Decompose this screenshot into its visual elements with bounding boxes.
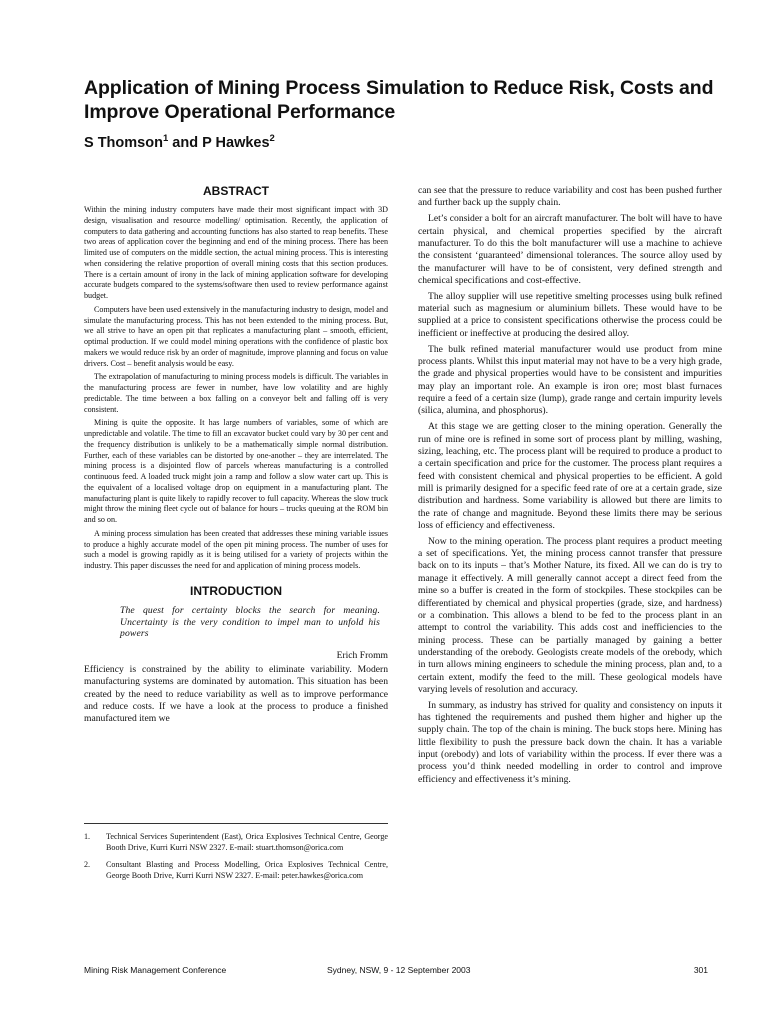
author-marker: 2: [269, 133, 275, 144]
epigraph-quote: The quest for certainty blocks the search for meaning. Uncertainty is the very condition to impel man to unfold his powers: [120, 604, 380, 640]
footnote-text: Consultant Blasting and Process Modelling, Orica Explosives Technical Centre, George Booth Drive, Kurri Kurri NSW 2327. E-mail: peter.hawkes@orica.com: [106, 860, 388, 880]
body-paragraph: Let’s consider a bolt for an aircraft manufacturer. The bolt will have to have certain physical, and chemical properties specified by the aircraft manufacturer. To do this the bolt manufacturer will use a machine to achieve the consistent ‘guaranteed’ dimensional tolerances. The source alloy used by the manufacturer will have to be of consistent, very defined strength and chemical specifications and cost-effective.: [418, 213, 722, 286]
abstract-paragraph: The extrapolation of manufacturing to mining process models is difficult. The variables in the manufacturing process are fewer in number, have low volatility and are highly predictable. The time between a box falling on a conveyor belt and falling off is very consistent.: [84, 372, 388, 414]
author-marker: 1: [162, 133, 169, 144]
body-paragraph: The bulk refined material manufacturer would use product from mine process plants. Whilst this input material may not have to be a very high grade, the grade and physical properties would have to be consistent and impurities may play an important role. An example is iron ore; most blast furnaces require a feed of a certain size (lump), grade range and certain impurity levels (silica, alumina, and phosphorus).: [418, 343, 722, 417]
epigraph-author: Erich Fromm: [336, 650, 388, 662]
author-name: S Thomson: [84, 135, 163, 151]
footnote-number: 1.: [84, 832, 91, 841]
abstract-paragraph: Within the mining industry computers have made their most significant impact with 3D design, visualisation and resource modelling/ optimisation. Recently, the application of computers to data gathering and accounting functions has also started to reap benefits. These two areas of application cover the beginning and end of the mining process. There has been limited use of computers on the middle section, the actual mining process. This is interesting when considering the relative proportion of overall mining costs that this section produces. There is a certain amount of irony in the lack of mining application software for developing accurate budgets compared to the systems/software then used to review performance against budget.: [84, 205, 388, 300]
abstract-paragraph: Mining is quite the opposite. It has large numbers of variables, some of which are unpredictable and volatile. The time to fill an excavator bucket could vary by 30 per cent and the frequency distribution is unlikely to be a mathematically simple normal distribution. Further, each of these variables can be distorted by one-another – they are interrelated. The mining process is a disjointed flow of parcels whereas manufacturing is a controlled continuous feed. A loaded truck might join a ramp and follow a slow water cart up. This is the equivalent of a localised voltage drop on equipment in a manufacturing plant. The manufacturing plant is quite likely to rapidly recover to full capacity. Whereas the slow truck might throw the mining fleet cycle out of balance for hours – trucks queuing at the ROM bin and so on.: [84, 418, 388, 524]
author-connector: and: [168, 135, 203, 151]
body-paragraph: At this stage we are getting closer to the mining operation. Generally the run of mine ore is refined in some sort of process plant by milling, washing, sizing, leaching, etc. The process plant will be required to produce a product to a certain specification and price for the customer. The process plant requires a feed with consistent chemical and physical properties to be efficient. A gold mill is primarily designed for a specific feed rate of ore at a certain grade, size distribution and hardness. Some variability is allowed but there are limits to the rate of change and magnitude. Beyond these limits there may be serious loss of efficiency and effectiveness.: [418, 421, 722, 531]
body-paragraph: In summary, as industry has strived for quality and consistency on inputs it has tightened the requirements and pushed them higher and higher up the supply chain. The top of the chain is mining. The buck stops here. Mining has little flexibility to push the pressure back down the chain. It has a variable input (orebody) and lots of variability within the process. If ever there was a process you’d think needed modelling in order to control and improve efficiency and effectiveness it’s mining.: [418, 699, 722, 785]
page-number: 301: [693, 965, 708, 975]
footer-conference: Mining Risk Management Conference: [84, 965, 227, 975]
body-paragraph: Now to the mining operation. The process plant requires a product meeting a set of specifications. Yet, the mining process cannot transfer that pressure back on to its inputs – that’s Mother Nature, its fixed. All we can do is try to manage it effectively. A mill generally cannot accept a direct feed from the mine so a buffer is created in the form of stockpiles. These stockpiles can be differentiated by chemical and physical properties (grade, size, and hardness) or a combination. This allows a blend to be fed to the process plant in an attempt to control the variability. This adds cost and inefficiencies to the mining process. These can be partially managed by gaining a better understanding of the orebody. Geologists create models of the orebody, which in turn allows mining engineers to schedule the mining process, plan and, to a certain extent, modify the feed to the mill. These geological models have varying levels of resolution and accuracy.: [418, 535, 722, 695]
footnotes: [84, 823, 388, 888]
abstract-heading: ABSTRACT: [203, 184, 269, 198]
footnote: [84, 860, 388, 881]
body-paragraph: The alloy supplier will use repetitive smelting processes using bulk refined material such as magnesium or aluminium billets. These would have to be supplied at a price to consistent specifications otherwise the process could be inefficient or ineffective at producing the desired alloy.: [418, 290, 722, 339]
abstract-paragraph: A mining process simulation has been created that addresses these mining variable issues to produce a highly accurate model of the open pit mining process. The number of uses for such a model is growing rapidly as it is being utilised for a variety of projects within the industry. This paper discusses the need for and application of mining process models.: [84, 528, 388, 570]
body-paragraph: can see that the pressure to reduce variability and cost has been pushed further and further back up the supply chain.: [418, 185, 722, 209]
paper-title: Application of Mining Process Simulation to Reduce Risk, Costs and Improve Operational Performance: [84, 77, 714, 123]
left-column: [84, 184, 388, 725]
introduction-heading: INTRODUCTION: [190, 583, 282, 598]
footnote-number: 2.: [84, 860, 91, 869]
abstract-body: [84, 205, 388, 572]
footnote-text: Technical Services Superintendent (East), Orica Explosives Technical Centre, George Booth Drive, Kurri Kurri NSW 2327. E-mail: stuart.thomson@orica.com: [106, 832, 388, 852]
introduction-paragraph: Efficiency is constrained by the ability to eliminate variability. Modern manufacturing systems are dominated by automation. This situation has been created by the need to reduce variability as well as to improve performance and reduce costs. If we have a look at the process to produce a finished manufactured item we: [84, 664, 388, 724]
right-column: [418, 185, 722, 786]
author-name: P Hawkes: [202, 135, 270, 151]
footnote: [84, 832, 388, 853]
abstract-paragraph: Computers have been used extensively in the manufacturing industry to design, model and simulate the manufacturing process. This has not been extended to the mining process. But, we all strive to have an open pit that replicates a manufacturing plant – smooth, efficient, optimal production. If we could model mining operations with the confidence of plastic box makers we would reduce risk by an order of magnitude, improve planning and focus on value drivers. Cost – benefit analysis would be easy.: [84, 304, 388, 368]
footer-location-date: Sydney, NSW, 9 - 12 September 2003: [327, 965, 471, 975]
author-list: [84, 133, 275, 153]
